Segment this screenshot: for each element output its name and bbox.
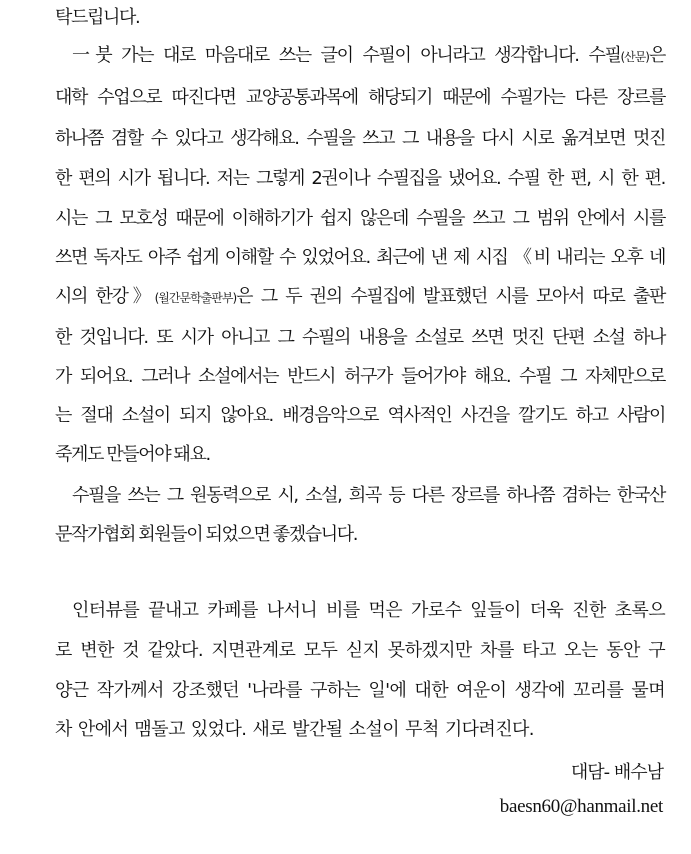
text-line: 양근 작가께서 강조했던 '나라를 구하는 일'에 대한 여운이 생각에 꼬리를 물며 <box>55 680 665 701</box>
text-line: 죽게도 만들어야 돼요. <box>55 444 210 465</box>
text-segment: 시의 한강》 <box>55 286 155 307</box>
text-line: 는 절대 소설이 되지 않아요. 배경음악으로 역사적인 사건을 깔기도 하고 사람이 <box>55 405 665 426</box>
text-line: 시는 그 모호성 때문에 이해하기가 쉽지 않은데 수필을 쓰고 그 범위 안에서 시를 <box>55 208 665 229</box>
text-line: 탁드립니다. <box>55 7 140 28</box>
text-line: 대학 수업으로 따진다면 교양공통과목에 해당되기 때문에 수필가는 다른 장르를 <box>55 87 665 108</box>
text-line: 하나쯤 겸할 수 있다고 생각해요. 수필을 쓰고 그 내용을 다시 시로 옮겨보면 멋진 <box>55 128 665 149</box>
text-line <box>72 44 665 69</box>
text-line: 수필을 쓰는 그 원동력으로 시, 소설, 희곡 등 다른 장르를 하나쯤 겸하는 한국산 <box>72 485 665 506</box>
text-line: 한 것입니다. 또 시가 아니고 그 수필의 내용을 소설로 쓰면 멋진 단편 소설 하나 <box>55 327 665 348</box>
text-line: 가 되어요. 그러나 소설에서는 반드시 허구가 들어가야 해요. 수필 그 자체만으로 <box>55 366 665 387</box>
text-line: 인터뷰를 끝내고 카페를 나서니 비를 먹은 가로수 잎들이 더욱 진한 초록으 <box>72 600 665 621</box>
interviewer-signature: 대담- 배수남 <box>570 762 663 783</box>
text-annotation: (월간문학출판부) <box>154 291 237 305</box>
text-line <box>55 285 665 310</box>
text-line: 쓰면 독자도 아주 쉽게 이해할 수 있었어요. 최근에 낸 제 시집 《비 내리는 오후 네 <box>55 247 665 268</box>
author-email: baesn60@hanmail.net <box>499 796 663 817</box>
text-line: 문작가협회 회원들이 되었으면 좋겠습니다. <box>55 524 358 545</box>
text-segment: 은 그 두 권의 수필집에 발표했던 시를 모아서 따로 출판 <box>236 286 665 307</box>
text-annotation: (산문) <box>620 50 649 64</box>
text-line: 로 변한 것 같았다. 지면관계로 모두 싣지 못하겠지만 차를 타고 오는 동안 구 <box>55 640 665 661</box>
text-segment: 一붓 가는 대로 마음대로 쓰는 글이 수필이 아니라고 생각합니다. 수필 <box>72 45 621 66</box>
text-line: 차 안에서 맴돌고 있었다. 새로 발간될 소설이 무척 기다려진다. <box>55 719 534 740</box>
text-line: 한 편의 시가 됩니다. 저는 그렇게 2권이나 수필집을 냈어요. 수필 한 편, 시 한 편. <box>55 168 665 189</box>
text-segment: 은 <box>649 45 665 66</box>
